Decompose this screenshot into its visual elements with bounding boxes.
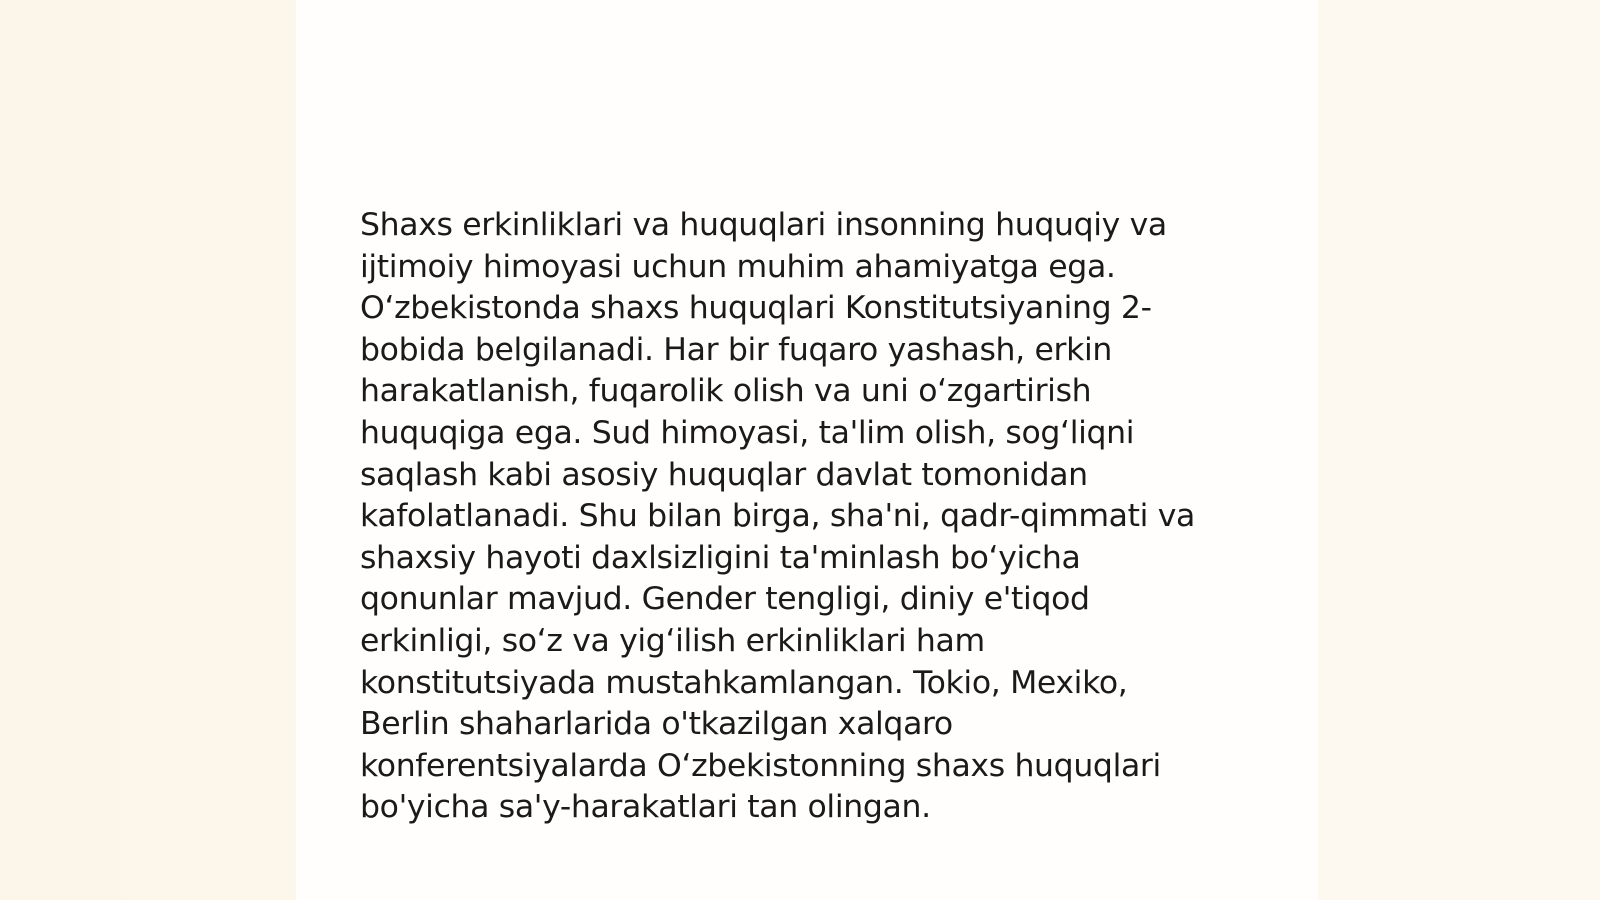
document-page <box>296 0 1318 900</box>
body-paragraph: Shaxs erkinliklari va huquqlari insonning huquqiy va ijtimoiy himoyasi uchun muhim ahamiyatga ega. O‘zbekistonda shaxs huquqlari Konstitutsiyaning 2- bobida belgilanadi. Har bir fuqaro yashash, erkin harakatlanish, fuqarolik olish va uni o‘zgartirish huquqiga ega. Sud himoyasi, ta'lim olish, sog‘liqni saqlash kabi asosiy huquqlar davlat tomonidan kafolatlanadi. Shu bilan birga, sha'ni, qadr-qimmati va shaxsiy hayoti daxlsizligini ta'minlash bo‘yicha qonunlar mavjud. Gender tengligi, diniy e'tiqod erkinligi, so‘z va yig‘ilish erkinliklari ham konstitutsiyada mustahkamlangan. Tokio, Mexiko, Berlin shaharlarida o'tkazilgan xalqaro konferentsiyalarda O‘zbekistonning shaxs huquqlari bo'yicha sa'y-harakatlari tan olingan. <box>360 207 1195 826</box>
